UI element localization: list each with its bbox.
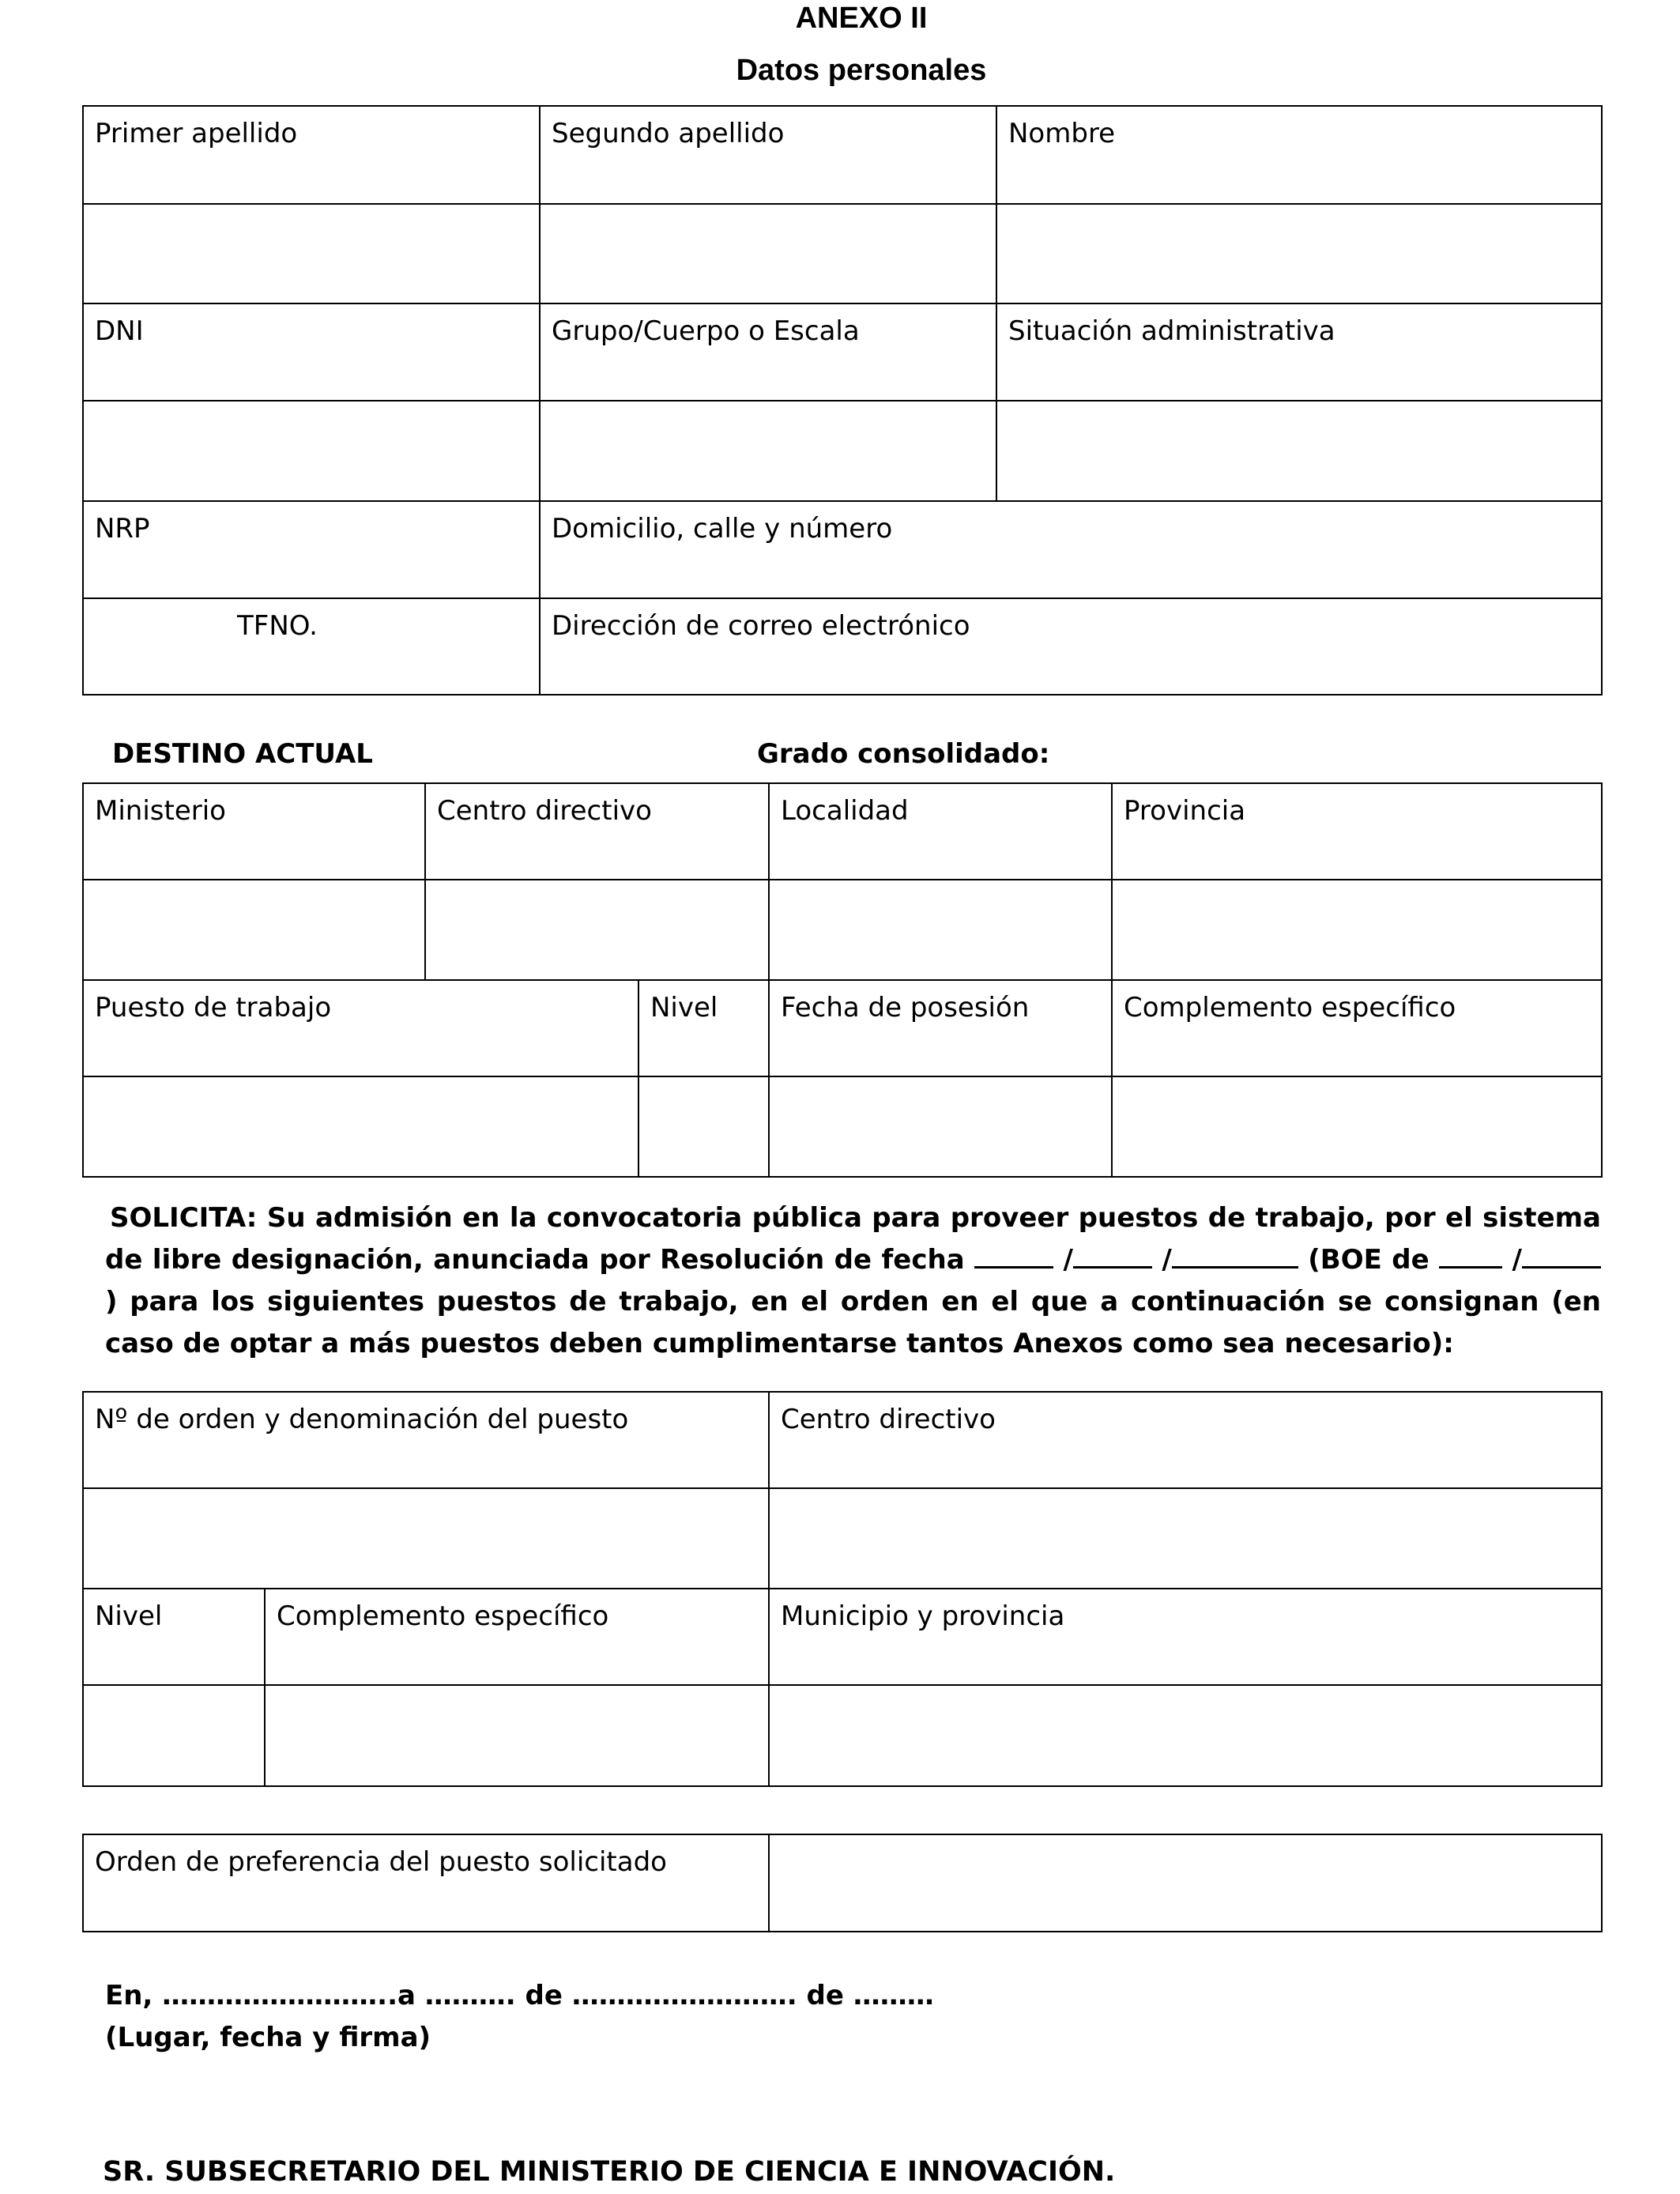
addressee: SR. SUBSECRETARIO DEL MINISTERIO DE CIENCIA E INNOVACIÓN. xyxy=(103,2156,1116,2188)
personal-data-table xyxy=(82,105,1603,696)
annex-title: ANEXO II xyxy=(795,2,928,35)
preferencia-table xyxy=(82,1834,1603,1932)
domicilio-field[interactable]: Domicilio, calle y número xyxy=(540,501,1602,598)
ministerio-label: Ministerio xyxy=(83,783,425,880)
preferencia-label: Orden de preferencia del puesto solicitado xyxy=(83,1834,769,1932)
destino-actual-table xyxy=(82,782,1603,1178)
tfno-label: TFNO. xyxy=(237,610,318,642)
puesto-trabajo-field[interactable] xyxy=(84,1077,638,1110)
puesto-trabajo-label: Puesto de trabajo xyxy=(83,980,638,1076)
primer-apellido-label: Primer apellido xyxy=(83,106,540,204)
dni-field[interactable] xyxy=(84,401,540,435)
solicita-paragraph: SOLICITA: Su admisión en la convocatoria pública para proveer puestos de trabajo, por el sistema de libre designación, anunciada por Resolución de fecha / / (BOE de / ) para los siguientes puestos de trabajo, en el orden en el que a continuación se consignan (en caso de optar a más puestos deben cumplimentarse tantos Anexos como sea necesario): xyxy=(105,1202,1601,1359)
boe-mes-blank[interactable] xyxy=(1522,1242,1601,1269)
primer-apellido-field[interactable] xyxy=(84,205,540,238)
centro-directivo-label: Centro directivo xyxy=(425,783,769,880)
complemento-especifico-field[interactable] xyxy=(1113,1077,1602,1110)
nivel-field[interactable] xyxy=(639,1077,769,1110)
fecha-mes-blank[interactable] xyxy=(1073,1242,1152,1269)
orden-denominacion-field[interactable] xyxy=(84,1489,769,1522)
boe-open: (BOE de xyxy=(1308,1244,1430,1276)
situacion-label: Situación administrativa xyxy=(996,303,1602,401)
complemento-solicitado-field[interactable] xyxy=(266,1686,769,1719)
grado-consolidado-label: Grado consolidado: xyxy=(757,738,1050,770)
centro-directivo-solicitado-field[interactable] xyxy=(770,1489,1602,1522)
solicita-text: Su admisión en la convocatoria pública para proveer puestos de trabajo, por el sistema de libre designación, anunciada por Resolución de fecha xyxy=(105,1202,1601,1276)
segundo-apellido-field[interactable] xyxy=(541,205,996,238)
municipio-provincia-field[interactable] xyxy=(770,1686,1602,1719)
nivel-label: Nivel xyxy=(638,980,769,1076)
municipio-provincia-label: Municipio y provincia xyxy=(769,1589,1602,1685)
segundo-apellido-label: Segundo apellido xyxy=(540,106,996,204)
centro-directivo-solicitado-label: Centro directivo xyxy=(769,1392,1602,1488)
firma-line: En, ……………………..a ………. de ……………………. de ……… xyxy=(105,1980,934,2011)
page-subtitle: Datos personales xyxy=(736,54,987,87)
situacion-field[interactable] xyxy=(997,401,1602,435)
boe-dia-blank[interactable] xyxy=(1439,1242,1502,1269)
preferencia-field[interactable] xyxy=(770,1835,1602,1868)
dni-label: DNI xyxy=(83,303,540,401)
nombre-field[interactable] xyxy=(997,205,1602,238)
complemento-solicitado-label: Complemento específico xyxy=(265,1589,769,1685)
fecha-posesion-label: Fecha de posesión xyxy=(769,980,1112,1076)
nrp-field[interactable]: NRP xyxy=(83,501,540,598)
tfno-field[interactable] xyxy=(83,598,540,695)
nombre-label: Nombre xyxy=(996,106,1602,204)
puesto-solicitado-table xyxy=(82,1391,1603,1787)
orden-denominacion-label: Nº de orden y denominación del puesto xyxy=(83,1392,769,1488)
localidad-field[interactable] xyxy=(770,880,1112,914)
provincia-field[interactable] xyxy=(1113,880,1602,914)
solicita-lead: SOLICITA: xyxy=(110,1202,258,1234)
destino-actual-heading: DESTINO ACTUAL xyxy=(112,738,373,770)
solicita-closing: ) para los siguientes puestos de trabajo, en el orden en el que a continuación se consignan (en caso de optar a más puestos deben cumplimentarse tantos Anexos como sea necesario): xyxy=(105,1286,1601,1359)
nivel-solicitado-field[interactable] xyxy=(84,1686,265,1719)
fecha-dia-blank[interactable] xyxy=(974,1242,1053,1269)
provincia-label: Provincia xyxy=(1112,783,1602,880)
fecha-anio-blank[interactable] xyxy=(1172,1242,1298,1269)
grupo-label: Grupo/Cuerpo o Escala xyxy=(540,303,996,401)
correo-field[interactable]: Dirección de correo electrónico xyxy=(540,598,1602,695)
firma-note: (Lugar, fecha y firma) xyxy=(105,2022,431,2053)
centro-directivo-field[interactable] xyxy=(426,880,769,914)
grupo-field[interactable] xyxy=(541,401,996,435)
complemento-especifico-label: Complemento específico xyxy=(1112,980,1602,1076)
nivel-solicitado-label: Nivel xyxy=(83,1589,265,1685)
fecha-posesion-field[interactable] xyxy=(770,1077,1112,1110)
localidad-label: Localidad xyxy=(769,783,1112,880)
ministerio-field[interactable] xyxy=(84,880,425,914)
